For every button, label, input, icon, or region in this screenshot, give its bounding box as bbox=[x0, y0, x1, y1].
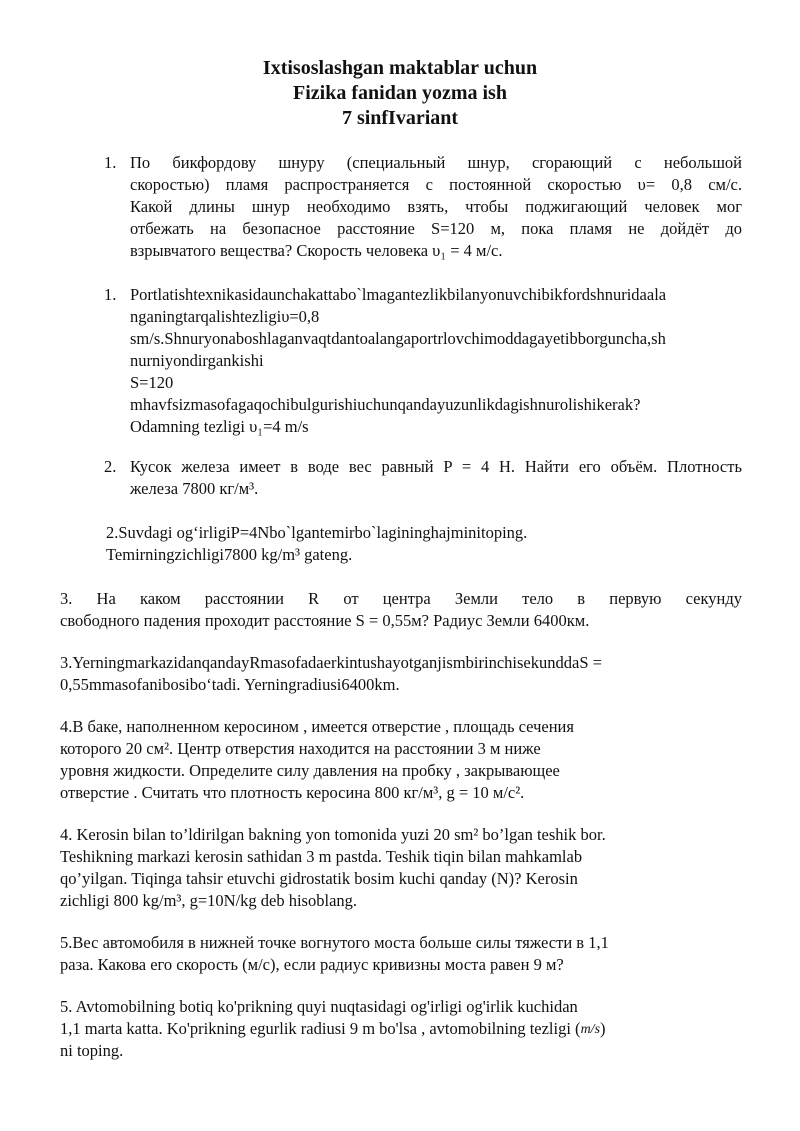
question-line: nurniyondirgankishi bbox=[130, 351, 264, 370]
question-line: ni toping. bbox=[60, 1041, 124, 1060]
question-1-uz bbox=[130, 284, 742, 438]
question-line: отверстие . Считать что плотность керосина 800 кг/м³, g = 10 м/с². bbox=[60, 783, 525, 802]
velocity-unit: m/s bbox=[580, 1022, 601, 1037]
question-line: Какой длины шнур необходимо взять, чтобы поджигающий человек мог bbox=[130, 197, 742, 216]
question-line: взрывчатого вещества? Скорость человека υ₁ = 4 м/с. bbox=[130, 241, 503, 260]
question-text: ) bbox=[600, 1019, 606, 1038]
question-4-ru bbox=[60, 716, 742, 804]
question-5-uz bbox=[60, 996, 742, 1062]
question-line bbox=[60, 1018, 742, 1040]
question-line: раза. Какова его скорость (м/с), если радиус кривизны моста равен 9 м? bbox=[60, 955, 564, 974]
header-title-line1: Ixtisoslashgan maktablar uchun bbox=[262, 57, 538, 79]
question-line: 4.В баке, наполненном керосином , имеется отверстие , площадь сечения bbox=[60, 717, 574, 736]
question-line: которого 20 см². Центр отверстия находится на расстоянии 3 м ниже bbox=[60, 739, 541, 758]
question-3-ru bbox=[60, 588, 742, 632]
question-line: свободного падения проходит расстояние S = 0,55м? Радиус Земли 6400км. bbox=[60, 611, 590, 630]
question-line: Odamning tezligi υ₁=4 m/s bbox=[130, 417, 309, 436]
question-5-ru bbox=[60, 932, 742, 976]
question-line: nganingtarqalishtezligiυ=0,8 bbox=[130, 307, 320, 326]
question-line: скоростью) пламя распространяется с постоянной скоростью υ= 0,8 см/с. bbox=[130, 175, 742, 194]
question-number: 1. bbox=[104, 153, 117, 172]
header-title-line3: 7 sinfIvariant bbox=[341, 107, 459, 129]
question-line: mhavfsizmasofagaqochibulgurishiuchunqandayuzunlikdagishnurolishikerak? bbox=[130, 395, 641, 414]
question-line: zichligi 800 kg/m³, g=10N/kg deb hisoblang. bbox=[60, 891, 358, 910]
question-2-ru bbox=[130, 456, 742, 500]
header-title-line2: Fizika fanidan yozma ish bbox=[293, 82, 507, 104]
question-line: Temirningzichligi7800 kg/m³ gateng. bbox=[106, 545, 353, 564]
question-line: S=120 bbox=[130, 373, 174, 392]
question-line: уровня жидкости. Определите силу давления на пробку , закрывающее bbox=[60, 761, 560, 780]
question-number: 2. bbox=[104, 457, 117, 476]
question-line: 5. Avtomobilning botiq ko'prikning quyi nuqtasidagi og'irligi og'irlik kuchidan bbox=[60, 997, 578, 1016]
question-line: 2.Suvdagi og‘irligiP=4Nbo`lgantemirbo`lagininghajminitoping. bbox=[106, 523, 528, 542]
question-line: отбежать на безопасное расстояние S=120 м, пока пламя не дойдёт до bbox=[130, 219, 742, 238]
question-line: 5.Вес автомобиля в нижней точке вогнутого моста больше силы тяжести в 1,1 bbox=[60, 933, 609, 952]
question-line: По бикфордову шнуру (специальный шнур, сгорающий с небольшой bbox=[130, 153, 742, 172]
question-line: 4. Kerosin bilan to’ldirilgan bakning yon tomonida yuzi 20 sm² bo’lgan teshik bor. bbox=[60, 825, 606, 844]
question-line: 3. На каком расстоянии R от центра Земли тело в первую секунду bbox=[60, 589, 742, 608]
question-number: 1. bbox=[104, 285, 117, 304]
question-line: 0,55mmasofanibosibo‘tadi. Yerningradiusi6400km. bbox=[60, 675, 400, 694]
question-2-uz bbox=[106, 522, 742, 566]
question-text: 1,1 marta katta. Ko'prikning egurlik radiusi 9 m bo'lsa , avtomobilning tezligi ( bbox=[60, 1019, 581, 1038]
question-line: qo’yilgan. Tiqinga tahsir etuvchi gidrostatik bosim kuchi qanday (N)? Kerosin bbox=[60, 869, 578, 888]
question-line: Кусок железа имеет в воде вес равный P = 4 Н. Найти его объём. Плотность bbox=[130, 457, 742, 476]
question-1-ru bbox=[130, 152, 742, 262]
question-line: Portlatishtexnikasidaunchakattabo`lmagantezlikbilanyonuvchibikfordshnuridaala bbox=[130, 285, 667, 304]
question-line: Teshikning markazi kerosin sathidan 3 m pastda. Teshik tiqin bilan mahkamlab bbox=[60, 847, 583, 866]
question-line: sm/s.Shnuryonaboshlaganvaqtdantoalangaportrlovchimoddagayetibborguncha,sh bbox=[130, 329, 666, 348]
question-3-uz bbox=[60, 652, 742, 696]
document-header bbox=[0, 56, 800, 131]
question-line: железа 7800 кг/м³. bbox=[130, 479, 259, 498]
question-4-uz bbox=[60, 824, 742, 912]
question-line: 3.YerningmarkazidanqandayRmasofadaerkintushayotganjismbirinchisekunddaS = bbox=[60, 653, 602, 672]
